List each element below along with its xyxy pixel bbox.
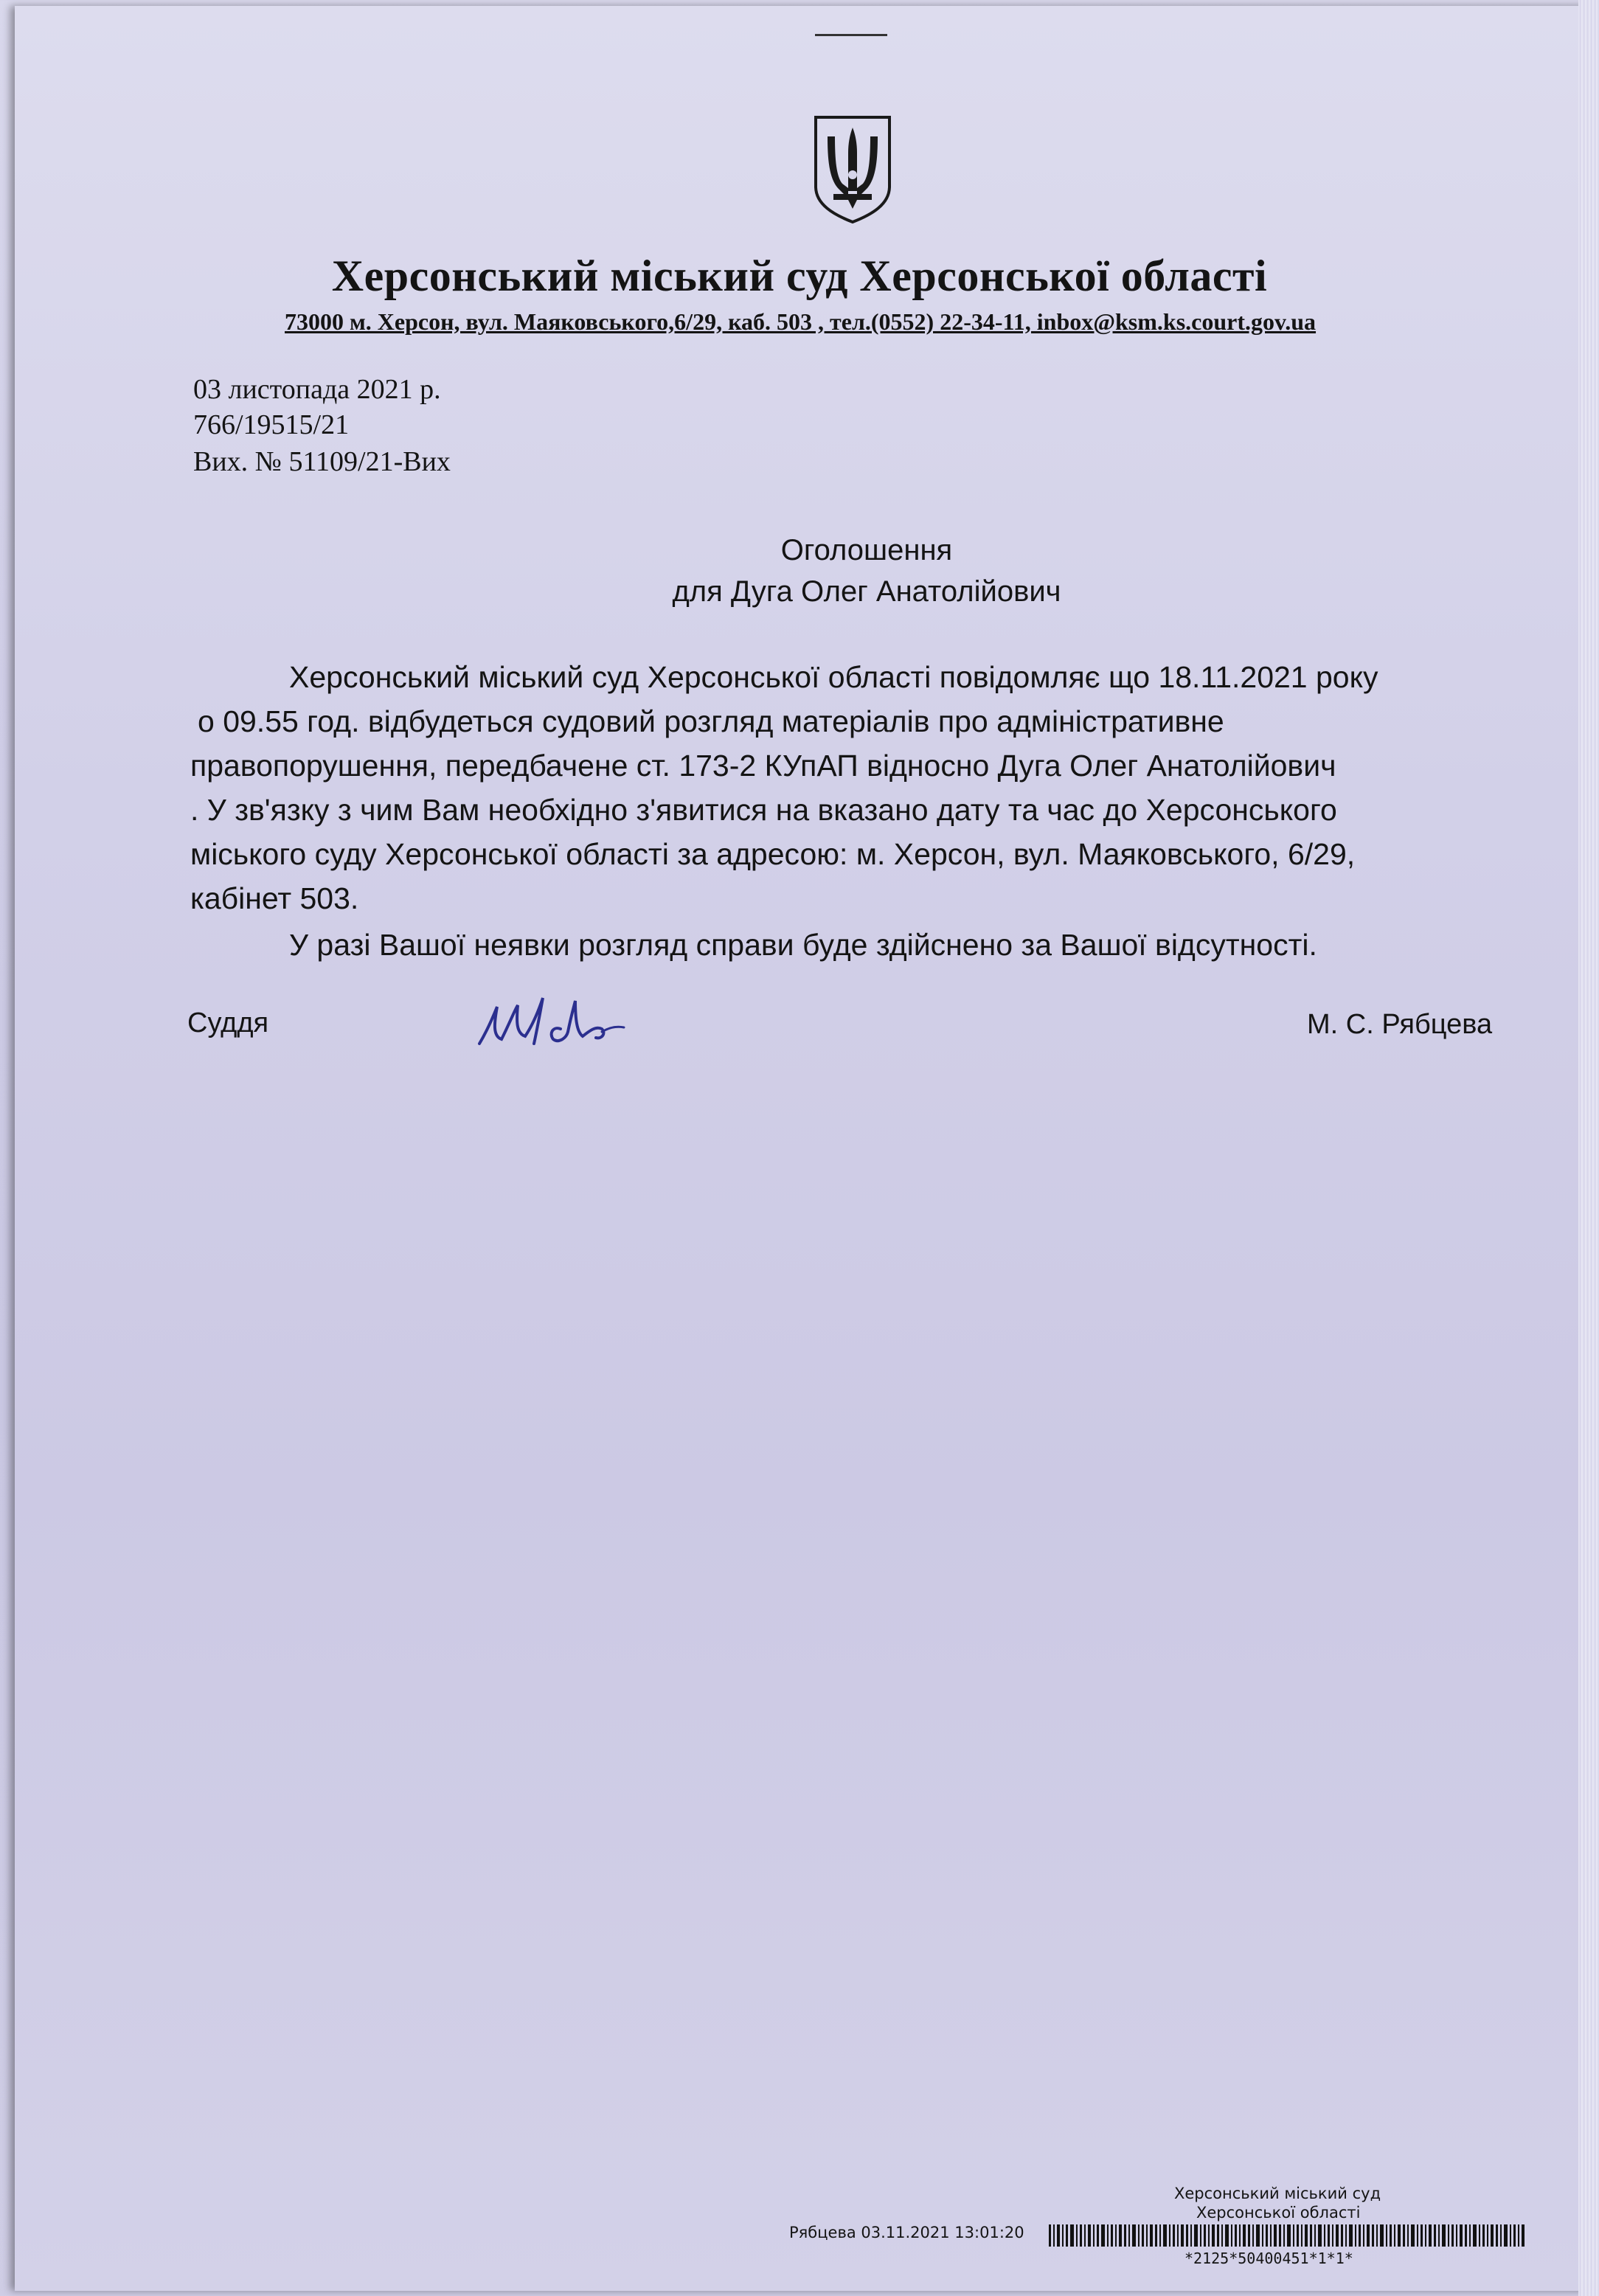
e-stamp-org-line1: Херсонський міський суд bbox=[1174, 2185, 1381, 2202]
document-page bbox=[15, 6, 1593, 2291]
paragraph-line: Херсонський міський суд Херсонської області повідомляє що 18.11.2021 року bbox=[289, 660, 1378, 694]
paragraph-line: міського суду Херсонської області за адресою: м. Херсон, вул. Маяковського, 6/29, bbox=[190, 837, 1356, 871]
absence-note: У разі Вашої неявки розгляд справи буде здійснено за Вашої відсутності. bbox=[289, 928, 1317, 962]
judge-name: М. С. Рябцева bbox=[1307, 1009, 1493, 1040]
paragraph-line: кабінет 503. bbox=[190, 881, 359, 915]
document-date: 03 листопада 2021 р. bbox=[193, 374, 441, 405]
paragraph-line: . У зв'язку з чим Вам необхідно з'явитися на вказано дату та час до Херсонського bbox=[190, 793, 1337, 827]
e-stamp-org-line2: Херсонської області bbox=[1196, 2204, 1361, 2222]
barcode-icon bbox=[1049, 2224, 1525, 2247]
handwritten-signature-icon bbox=[472, 985, 634, 1058]
staple-mark bbox=[815, 34, 887, 36]
case-number: 766/19515/21 bbox=[193, 409, 350, 440]
outgoing-number: Вих. № 51109/21-Вих bbox=[193, 446, 451, 477]
barcode-code: *2125*50400451*1*1* bbox=[1184, 2250, 1353, 2267]
judge-role-label: Суддя bbox=[187, 1007, 269, 1038]
court-name-heading: Херсонський міський суд Херсонської області bbox=[331, 252, 1268, 300]
paragraph-line: правопорушення, передбачене ст. 173-2 КУпАП відносно Дуга Олег Анатолійович bbox=[190, 749, 1336, 783]
trident-emblem-icon bbox=[811, 114, 894, 225]
notice-title: Оголошення bbox=[780, 534, 953, 566]
court-address-line: 73000 м. Херсон, вул. Маяковського,6/29, каб. 503 , тел.(0552) 22-34-11, inbox@ksm.ks.court.gov.ua bbox=[285, 308, 1317, 335]
stacked-pages-edge bbox=[1578, 0, 1599, 2296]
notice-recipient: для Дуга Олег Анатолійович bbox=[672, 575, 1061, 608]
paragraph-line: о 09.55 год. відбудеться судовий розгляд матеріалів про адміністративне bbox=[198, 704, 1224, 738]
e-stamp-signer: Рябцева 03.11.2021 13:01:20 bbox=[789, 2224, 1024, 2241]
